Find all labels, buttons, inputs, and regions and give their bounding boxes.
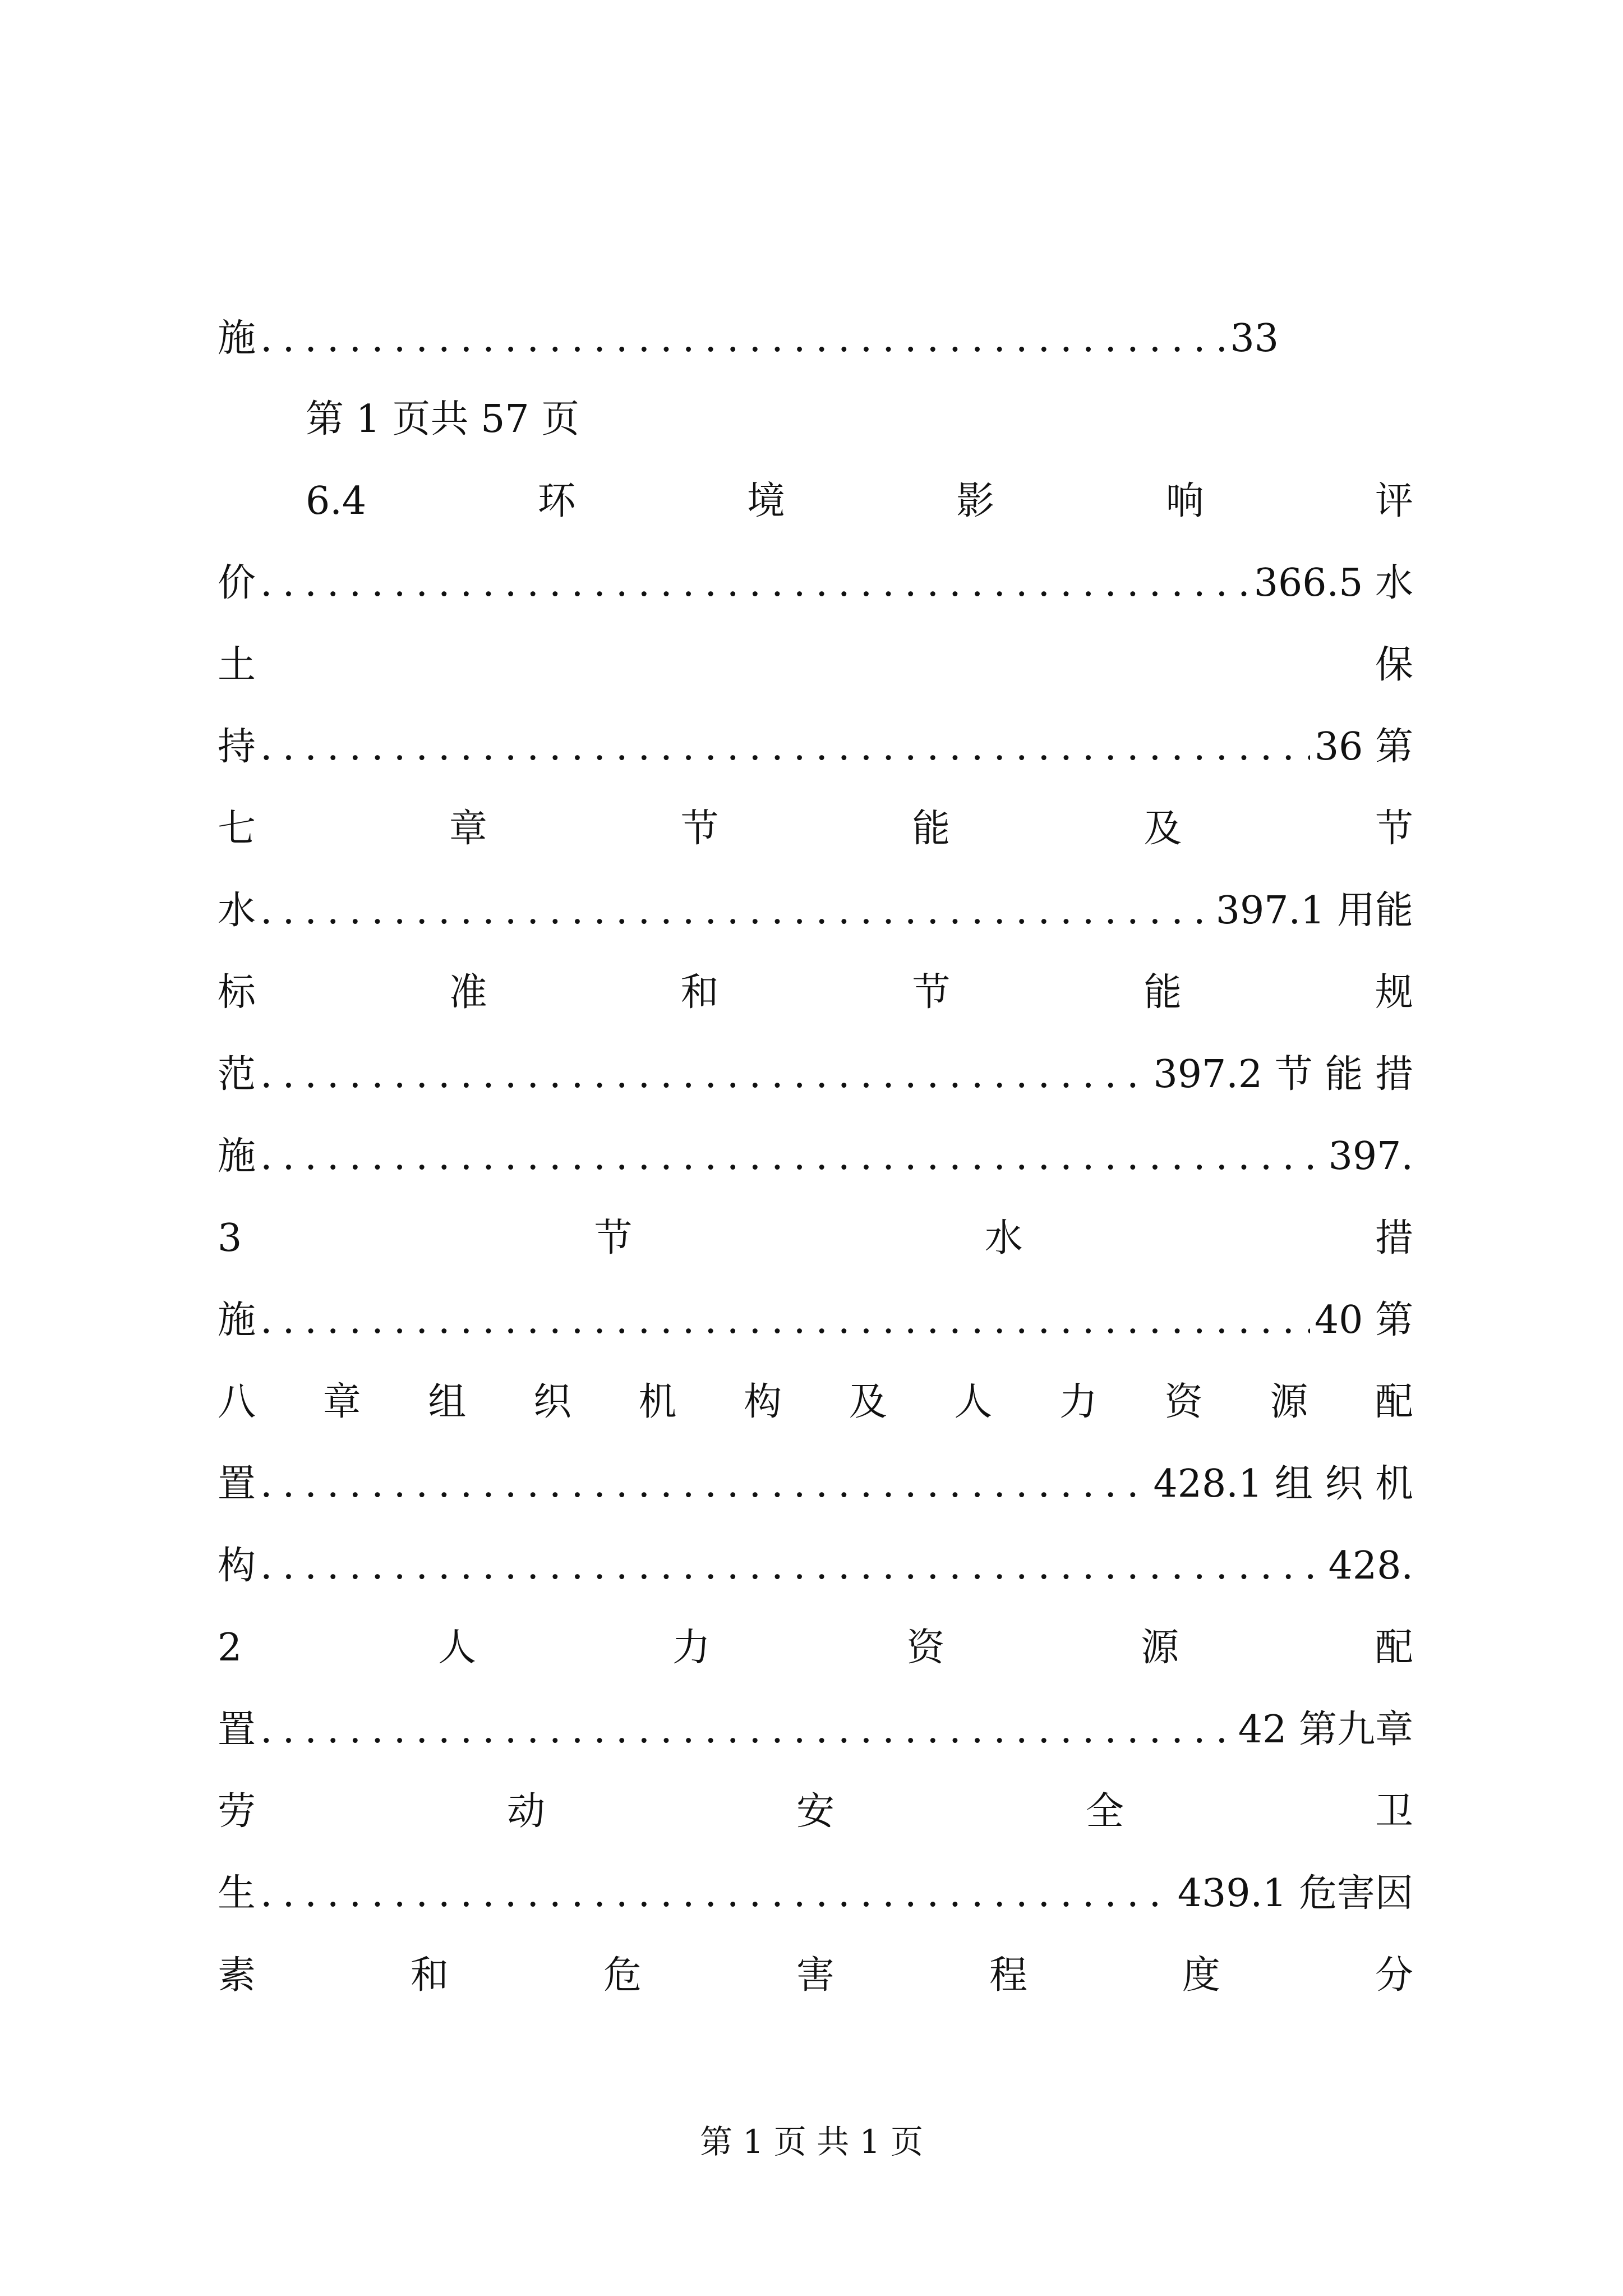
text-cell: 危 <box>603 1953 642 1998</box>
toc-entry <box>218 1538 1413 1594</box>
toc-entry-page: 428.1 组 织 机 <box>1153 1462 1413 1506</box>
toc-entry <box>218 883 1413 939</box>
dot-leader <box>260 311 1225 367</box>
toc-entry <box>218 311 1413 367</box>
toc-entry <box>218 719 1413 775</box>
text-cell: 资 <box>1164 1380 1203 1424</box>
text-cell: 准 <box>449 970 487 1015</box>
toc-entry-title: 范 <box>218 1052 256 1097</box>
dot-leader <box>260 1047 1149 1103</box>
toc-entry-title: 施 <box>218 1134 256 1179</box>
text-cell: 节 <box>1375 807 1413 851</box>
text-cell: 规 <box>1375 970 1413 1015</box>
toc-entry <box>218 1866 1413 1922</box>
text-cell: 组 <box>428 1380 467 1424</box>
toc-entry-page: 40 第 <box>1314 1298 1413 1342</box>
text-cell: 及 <box>849 1380 887 1424</box>
text-cell: 害 <box>796 1953 834 1998</box>
text-cell: 人 <box>954 1380 993 1424</box>
toc-entry-title: 施 <box>218 1298 256 1342</box>
text-cell: 七 <box>218 807 256 851</box>
text-cell: 章 <box>449 807 487 851</box>
toc-entry-page: 439.1 危害因 <box>1177 1871 1413 1916</box>
page-footer: 第 1 页 共 1 页 <box>700 2123 923 2161</box>
toc-entry-title: 施 <box>218 316 256 361</box>
text-cell: 土 <box>218 643 256 687</box>
text-cell: 和 <box>680 970 719 1015</box>
text-cell: 机 <box>638 1380 677 1424</box>
text-cell: 3 <box>218 1216 242 1260</box>
text-cell: 织 <box>533 1380 571 1424</box>
text-cell: 素 <box>218 1953 256 1998</box>
text-cell: 程 <box>989 1953 1027 1998</box>
spread-line <box>218 1620 1413 1676</box>
text-cell: 劳 <box>218 1789 256 1834</box>
text-cell: 章 <box>322 1380 361 1424</box>
text-cell: 源 <box>1141 1626 1179 1670</box>
text-cell: 节 <box>680 807 719 851</box>
text-cell: 6.4 <box>306 479 367 523</box>
toc-entry-page: 397.2 节 能 措 <box>1153 1052 1413 1097</box>
spread-line <box>218 1211 1413 1267</box>
text-cell: 分 <box>1375 1953 1413 1998</box>
text-cell: 动 <box>506 1789 545 1834</box>
dot-leader <box>260 1129 1324 1185</box>
toc-entry-page: 33 <box>1230 316 1279 361</box>
text-cell: 能 <box>912 807 951 851</box>
text-cell: 安 <box>796 1789 834 1834</box>
spread-line <box>218 801 1413 857</box>
text-cell: 资 <box>906 1626 945 1670</box>
text-cell: 境 <box>746 479 785 523</box>
spread-line <box>218 1948 1413 2004</box>
text-cell: 评 <box>1375 479 1413 523</box>
spread-line <box>218 637 1413 693</box>
text-cell: 保 <box>1375 643 1413 687</box>
dot-leader <box>260 1538 1324 1594</box>
toc-entry-page: 397.1 用能 <box>1215 889 1413 933</box>
text-cell: 节 <box>912 970 951 1015</box>
toc-entry <box>218 1702 1413 1758</box>
toc-entry-title: 水 <box>218 889 256 933</box>
toc-entry-title: 置 <box>218 1462 256 1506</box>
toc-entry-title: 置 <box>218 1708 256 1752</box>
toc-entry-page: 428. <box>1328 1544 1413 1588</box>
text-cell: 配 <box>1375 1380 1413 1424</box>
toc-entry-page: 397. <box>1328 1134 1413 1179</box>
toc-entry-title: 价 <box>218 561 256 605</box>
text-cell: 影 <box>956 479 995 523</box>
spread-line <box>218 965 1413 1021</box>
dot-leader <box>260 719 1310 775</box>
toc-entry <box>218 1456 1413 1512</box>
dot-leader <box>260 1702 1234 1758</box>
spread-line <box>306 473 1413 530</box>
toc-entry-page: 366.5 水 <box>1253 561 1413 605</box>
dot-leader <box>260 1866 1173 1922</box>
toc-entry-title: 生 <box>218 1871 256 1916</box>
toc-entry <box>218 555 1413 611</box>
text-cell: 人 <box>437 1626 476 1670</box>
text-cell: 力 <box>672 1626 711 1670</box>
dot-leader <box>260 1292 1310 1349</box>
text-cell: 环 <box>537 479 576 523</box>
dot-leader <box>260 1456 1149 1512</box>
text-cell: 源 <box>1270 1380 1308 1424</box>
text-cell: 水 <box>984 1216 1023 1260</box>
toc-entry-title: 持 <box>218 725 256 769</box>
toc-entry <box>218 1129 1413 1185</box>
spread-line <box>218 1784 1413 1840</box>
text-cell: 节 <box>594 1216 633 1260</box>
dot-leader <box>260 555 1249 611</box>
text-cell: 八 <box>218 1380 256 1424</box>
text-cell: 卫 <box>1375 1789 1413 1834</box>
toc-entry-page: 42 第九章 <box>1238 1708 1413 1752</box>
text-cell: 响 <box>1165 479 1204 523</box>
text-cell: 构 <box>744 1380 782 1424</box>
text-cell: 全 <box>1085 1789 1124 1834</box>
text-cell: 2 <box>218 1626 242 1670</box>
text-cell: 措 <box>1375 1216 1413 1260</box>
text-cell: 和 <box>410 1953 449 1998</box>
toc-entry-page: 36 第 <box>1314 725 1413 769</box>
dot-leader <box>260 883 1211 939</box>
page-count-note <box>306 392 1413 448</box>
toc-entry <box>218 1047 1413 1103</box>
text-cell: 标 <box>218 970 256 1015</box>
page-count-text: 第 1 页共 57 页 <box>306 397 580 441</box>
toc-entry <box>218 1292 1413 1349</box>
text-cell: 配 <box>1375 1626 1413 1670</box>
text-cell: 度 <box>1182 1953 1220 1998</box>
text-cell: 及 <box>1144 807 1182 851</box>
text-cell: 能 <box>1144 970 1182 1015</box>
spread-line <box>218 1374 1413 1430</box>
text-cell: 力 <box>1059 1380 1098 1424</box>
toc-entry-title: 构 <box>218 1544 256 1588</box>
